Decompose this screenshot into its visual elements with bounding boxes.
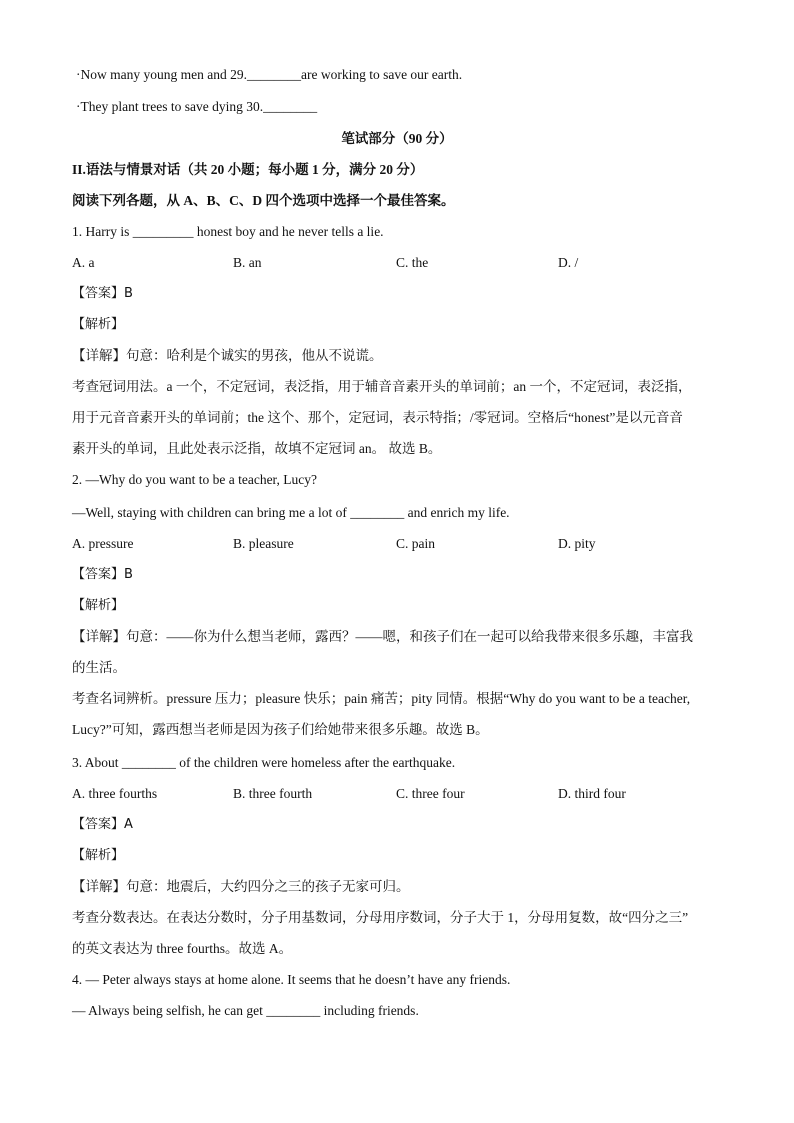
q1-option-d: D. / — [558, 255, 579, 270]
q1-detail-line: 【详解】句意：哈利是个诚实的男孩，他从不说谎。 — [72, 348, 383, 363]
part-title: II.语法与情景对话（共 20 小题；每小题 1 分，满分 20 分） — [72, 162, 424, 177]
q3-option-d: D. third four — [558, 786, 626, 801]
q3-option-c: C. three four — [396, 786, 465, 801]
q2-analysis-label: 【解析】 — [72, 598, 125, 613]
question-2-stem: —Well, staying with children can bring me a lot of ________ and enrich my life. — [72, 505, 510, 520]
q2-detail-line: Lucy?”可知，露西想当老师是因为孩子们给她带来很多乐趣。故选 B。 — [72, 722, 489, 737]
q3-option-b: B. three fourth — [233, 786, 313, 801]
q2-detail-line: 【详解】句意：——你为什么想当老师，露西？——嗯，和孩子们在一起可以给我带来很多乐趣，丰富我 — [72, 629, 693, 644]
q3-option-a: A. three fourths — [72, 786, 158, 801]
q2-option-a: A. pressure — [72, 536, 134, 551]
q1-answer: 【答案】B — [72, 286, 133, 301]
instruction: 阅读下列各题，从 A、B、C、D 四个选项中选择一个最佳答案。 — [72, 193, 455, 208]
q3-detail-line: 考查分数表达。在表达分数时，分子用基数词，分母用序数词，分子大于 1，分母用复数，故“四分之三” — [72, 910, 689, 925]
q2-detail-line: 的生活。 — [72, 660, 126, 675]
q1-detail-line: 用于元音音素开头的单词前；the 这个、那个，定冠词，表示特指；/零冠词。空格后“honest”是以元音音 — [72, 410, 683, 425]
q2-detail-line: 考查名词辨析。pressure 压力；pleasure 快乐；pain 痛苦；pity 同情。根据“Why do you want to be a teacher, — [72, 691, 691, 706]
question-2-stem: 2. —Why do you want to be a teacher, Lucy? — [72, 472, 317, 487]
q3-detail-line: 的英文表达为 three fourths。故选 A。 — [72, 941, 293, 956]
q2-option-d: D. pity — [558, 536, 596, 551]
q1-option-c: C. the — [396, 255, 429, 270]
q2-option-b: B. pleasure — [233, 536, 294, 551]
q1-detail-line: 考查冠词用法。a 一个，不定冠词，表泛指，用于辅音音素开头的单词前；an 一个，不定冠词，表泛指， — [72, 379, 692, 394]
q1-option-b: B. an — [233, 255, 262, 270]
q3-analysis-label: 【解析】 — [72, 848, 125, 863]
question-4-stem: — Always being selfish, he can get ________ including friends. — [72, 1003, 419, 1018]
q1-analysis-label: 【解析】 — [72, 317, 125, 332]
question-1-stem: 1. Harry is _________ honest boy and he never tells a lie. — [72, 224, 384, 239]
q2-option-c: C. pain — [396, 536, 435, 551]
q3-detail-line: 【详解】句意：地震后，大约四分之三的孩子无家可归。 — [72, 879, 410, 894]
q3-answer: 【答案】A — [72, 817, 133, 832]
q2-answer: 【答案】B — [72, 567, 133, 582]
blank-line-30: ·They plant trees to save dying 30.________ — [76, 99, 318, 114]
q1-option-a: A. a — [72, 255, 95, 270]
question-3-stem: 3. About ________ of the children were homeless after the earthquake. — [72, 755, 456, 770]
section-title: 笔试部分（90 分） — [341, 131, 453, 146]
blank-line-29: ·Now many young men and 29.________are working to save our earth. — [76, 67, 463, 82]
q1-detail-line: 素开头的单词，且此处表示泛指，故填不定冠词 an。 故选 B。 — [72, 441, 442, 456]
question-4-stem: 4. — Peter always stays at home alone. It seems that he doesn’t have any friends. — [72, 972, 511, 987]
